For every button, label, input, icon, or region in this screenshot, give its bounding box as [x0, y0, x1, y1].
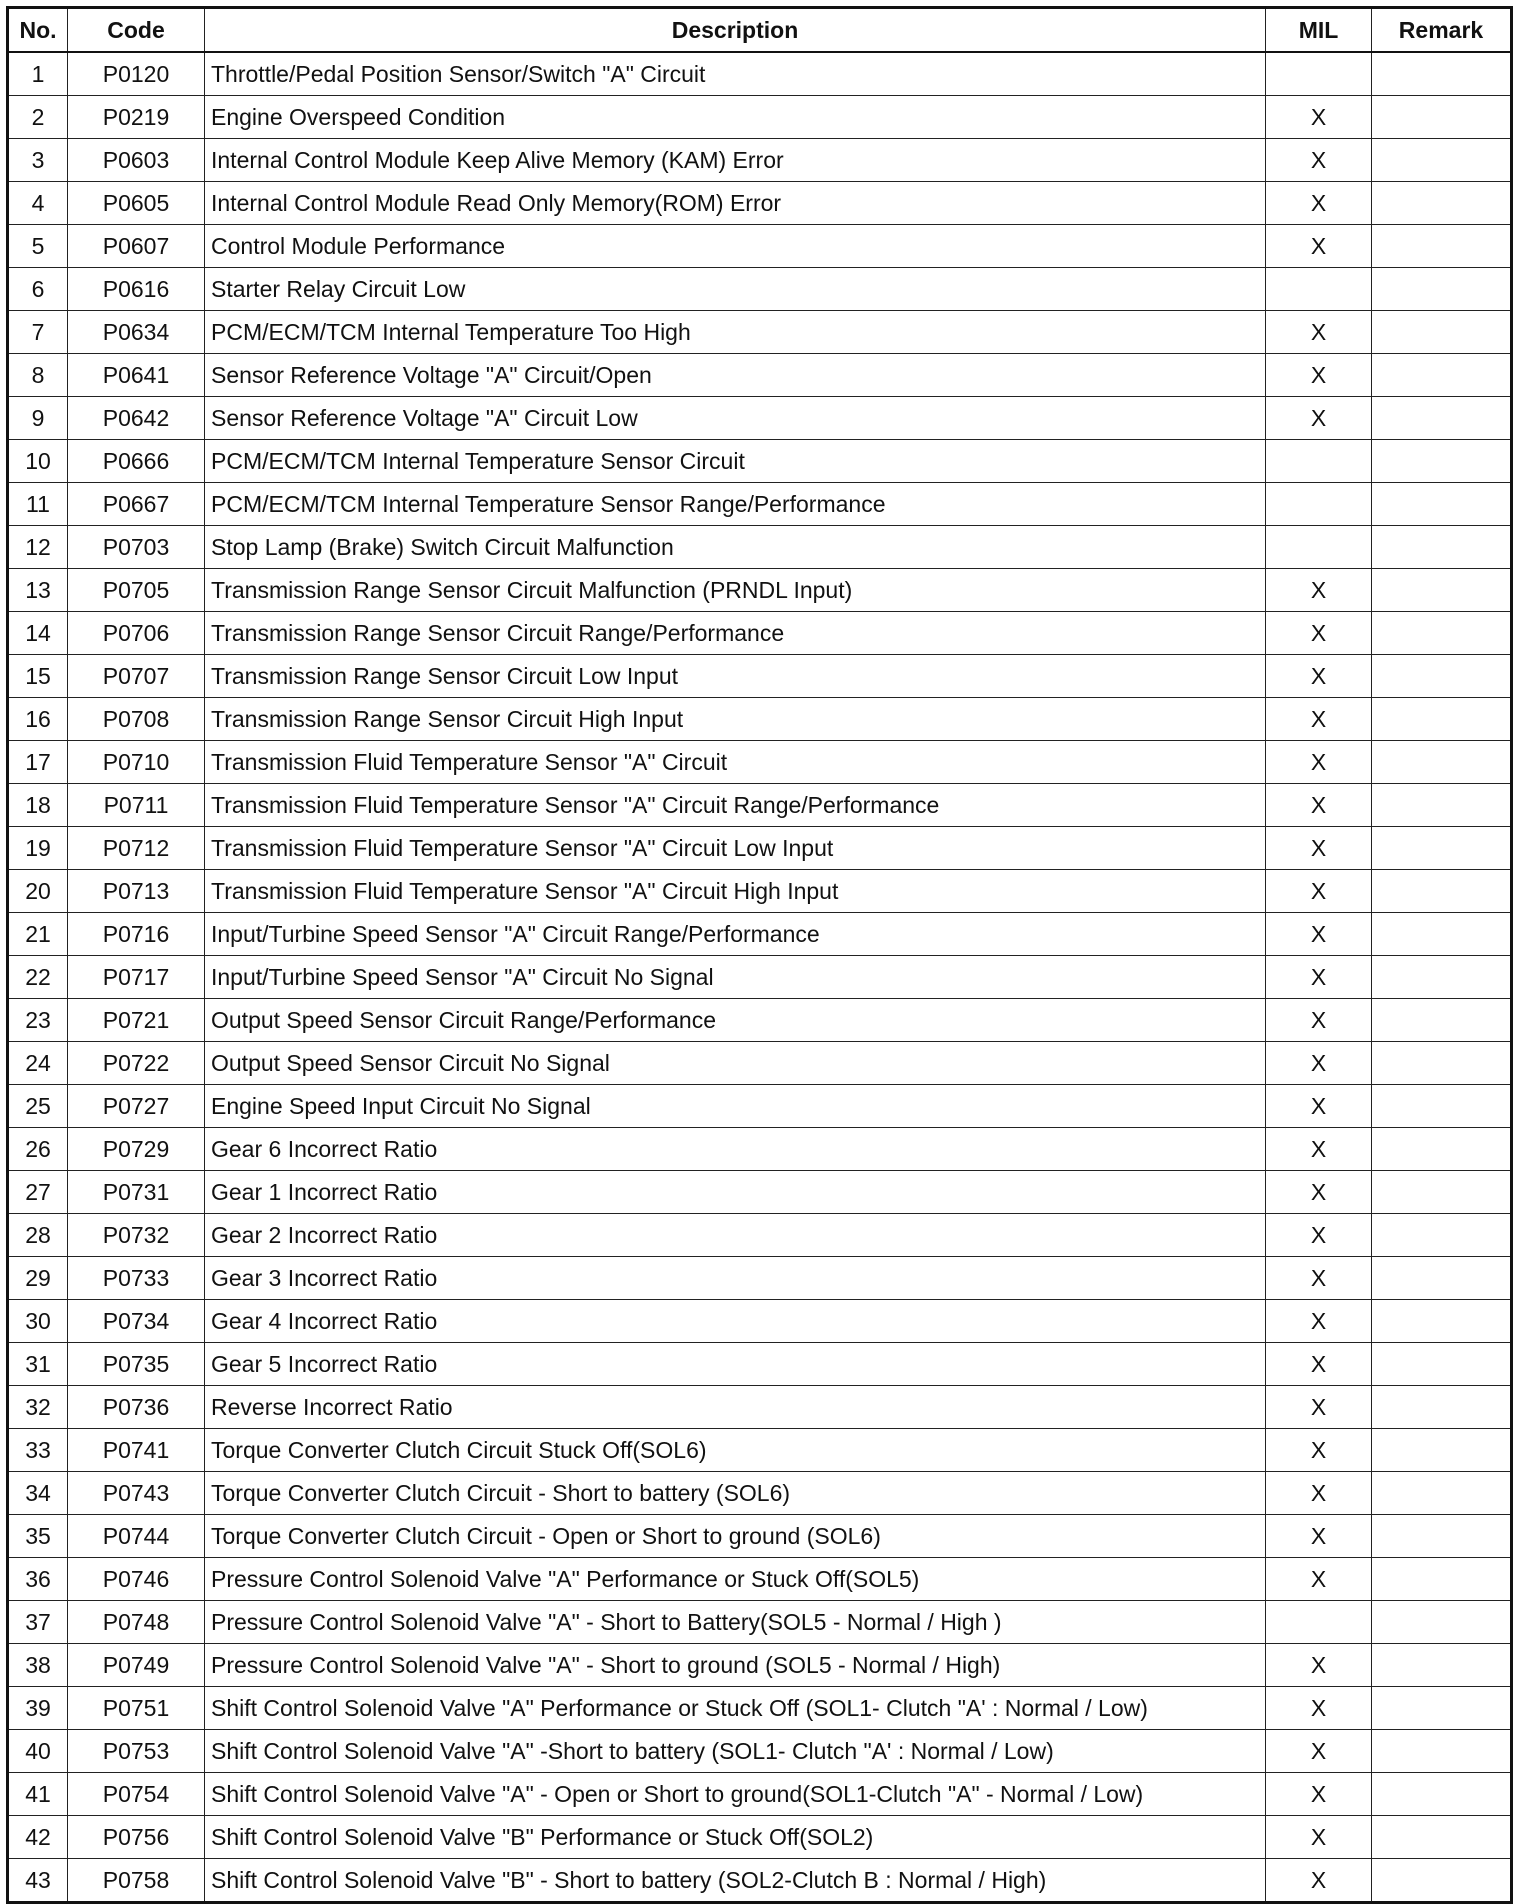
cell-description: Starter Relay Circuit Low: [205, 268, 1266, 311]
cell-no: 17: [8, 741, 68, 784]
cell-remark: [1372, 1429, 1512, 1472]
cell-code: P0641: [68, 354, 205, 397]
cell-mil: X: [1266, 1386, 1372, 1429]
cell-description: Pressure Control Solenoid Valve "A" Performance or Stuck Off(SOL5): [205, 1558, 1266, 1601]
cell-code: P0756: [68, 1816, 205, 1859]
table-row: [8, 698, 1512, 741]
cell-no: 43: [8, 1859, 68, 1903]
cell-no: 15: [8, 655, 68, 698]
table-row: [8, 1601, 1512, 1644]
cell-remark: [1372, 956, 1512, 999]
cell-no: 12: [8, 526, 68, 569]
cell-mil: X: [1266, 913, 1372, 956]
cell-mil: X: [1266, 956, 1372, 999]
cell-mil: [1266, 440, 1372, 483]
cell-remark: [1372, 1644, 1512, 1687]
cell-no: 28: [8, 1214, 68, 1257]
cell-remark: [1372, 1515, 1512, 1558]
cell-description: Gear 2 Incorrect Ratio: [205, 1214, 1266, 1257]
cell-description: Internal Control Module Read Only Memory(ROM) Error: [205, 182, 1266, 225]
cell-remark: [1372, 52, 1512, 96]
cell-remark: [1372, 741, 1512, 784]
cell-code: P0732: [68, 1214, 205, 1257]
cell-description: Output Speed Sensor Circuit No Signal: [205, 1042, 1266, 1085]
cell-mil: X: [1266, 569, 1372, 612]
cell-code: P0605: [68, 182, 205, 225]
cell-code: P0754: [68, 1773, 205, 1816]
cell-description: Engine Overspeed Condition: [205, 96, 1266, 139]
cell-no: 3: [8, 139, 68, 182]
header-code: Code: [68, 8, 205, 53]
cell-mil: X: [1266, 96, 1372, 139]
cell-no: 9: [8, 397, 68, 440]
cell-remark: [1372, 612, 1512, 655]
cell-no: 22: [8, 956, 68, 999]
table-row: [8, 96, 1512, 139]
cell-mil: X: [1266, 1558, 1372, 1601]
cell-code: P0746: [68, 1558, 205, 1601]
cell-description: Shift Control Solenoid Valve "B" Performance or Stuck Off(SOL2): [205, 1816, 1266, 1859]
cell-description: Gear 3 Incorrect Ratio: [205, 1257, 1266, 1300]
cell-mil: X: [1266, 1515, 1372, 1558]
table-row: [8, 440, 1512, 483]
cell-mil: X: [1266, 1042, 1372, 1085]
cell-description: Shift Control Solenoid Valve "A" -Short to battery (SOL1- Clutch "A' : Normal / Low): [205, 1730, 1266, 1773]
cell-mil: [1266, 483, 1372, 526]
table-row: [8, 483, 1512, 526]
table-row: [8, 354, 1512, 397]
cell-description: Shift Control Solenoid Valve "B" - Short to battery (SOL2-Clutch B : Normal / High): [205, 1859, 1266, 1903]
cell-no: 11: [8, 483, 68, 526]
cell-no: 20: [8, 870, 68, 913]
cell-no: 25: [8, 1085, 68, 1128]
cell-remark: [1372, 268, 1512, 311]
cell-mil: X: [1266, 1644, 1372, 1687]
cell-no: 16: [8, 698, 68, 741]
cell-no: 13: [8, 569, 68, 612]
cell-no: 30: [8, 1300, 68, 1343]
cell-description: Torque Converter Clutch Circuit - Open or Short to ground (SOL6): [205, 1515, 1266, 1558]
cell-code: P0705: [68, 569, 205, 612]
cell-description: Sensor Reference Voltage "A" Circuit/Open: [205, 354, 1266, 397]
cell-remark: [1372, 1859, 1512, 1903]
cell-mil: X: [1266, 1085, 1372, 1128]
cell-description: Transmission Fluid Temperature Sensor "A" Circuit Range/Performance: [205, 784, 1266, 827]
cell-mil: X: [1266, 225, 1372, 268]
cell-code: P0748: [68, 1601, 205, 1644]
header-mil: MIL: [1266, 8, 1372, 53]
cell-code: P0749: [68, 1644, 205, 1687]
cell-remark: [1372, 1773, 1512, 1816]
cell-mil: X: [1266, 1687, 1372, 1730]
header-remark: Remark: [1372, 8, 1512, 53]
cell-remark: [1372, 1472, 1512, 1515]
cell-description: Pressure Control Solenoid Valve "A" - Short to Battery(SOL5 - Normal / High ): [205, 1601, 1266, 1644]
cell-mil: [1266, 526, 1372, 569]
cell-mil: X: [1266, 1257, 1372, 1300]
cell-no: 6: [8, 268, 68, 311]
cell-remark: [1372, 1730, 1512, 1773]
cell-mil: X: [1266, 741, 1372, 784]
cell-mil: X: [1266, 999, 1372, 1042]
cell-no: 2: [8, 96, 68, 139]
header-description: Description: [205, 8, 1266, 53]
cell-no: 26: [8, 1128, 68, 1171]
table-row: [8, 1558, 1512, 1601]
cell-description: Torque Converter Clutch Circuit Stuck Off(SOL6): [205, 1429, 1266, 1472]
table-row: [8, 1214, 1512, 1257]
cell-code: P0713: [68, 870, 205, 913]
cell-description: Transmission Fluid Temperature Sensor "A" Circuit High Input: [205, 870, 1266, 913]
cell-mil: X: [1266, 612, 1372, 655]
cell-code: P0634: [68, 311, 205, 354]
table-row: [8, 1472, 1512, 1515]
cell-remark: [1372, 1128, 1512, 1171]
cell-remark: [1372, 784, 1512, 827]
cell-no: 4: [8, 182, 68, 225]
cell-mil: X: [1266, 182, 1372, 225]
table-row: [8, 1343, 1512, 1386]
cell-description: Internal Control Module Keep Alive Memory (KAM) Error: [205, 139, 1266, 182]
cell-mil: X: [1266, 1171, 1372, 1214]
cell-code: P0616: [68, 268, 205, 311]
table-row: [8, 526, 1512, 569]
table-row: [8, 612, 1512, 655]
cell-mil: X: [1266, 1472, 1372, 1515]
table-row: [8, 870, 1512, 913]
cell-description: Shift Control Solenoid Valve "A" Performance or Stuck Off (SOL1- Clutch "A' : Normal / Low): [205, 1687, 1266, 1730]
cell-mil: X: [1266, 1343, 1372, 1386]
cell-description: Control Module Performance: [205, 225, 1266, 268]
cell-remark: [1372, 483, 1512, 526]
cell-description: Engine Speed Input Circuit No Signal: [205, 1085, 1266, 1128]
cell-mil: [1266, 1601, 1372, 1644]
cell-remark: [1372, 999, 1512, 1042]
cell-remark: [1372, 1601, 1512, 1644]
cell-description: Pressure Control Solenoid Valve "A" - Short to ground (SOL5 - Normal / High): [205, 1644, 1266, 1687]
cell-remark: [1372, 913, 1512, 956]
cell-no: 7: [8, 311, 68, 354]
cell-no: 40: [8, 1730, 68, 1773]
table-row: [8, 1644, 1512, 1687]
cell-remark: [1372, 96, 1512, 139]
cell-remark: [1372, 655, 1512, 698]
cell-code: P0741: [68, 1429, 205, 1472]
cell-no: 1: [8, 52, 68, 96]
cell-remark: [1372, 1171, 1512, 1214]
cell-no: 8: [8, 354, 68, 397]
cell-description: Transmission Range Sensor Circuit Low Input: [205, 655, 1266, 698]
cell-mil: X: [1266, 1730, 1372, 1773]
table-row: [8, 1386, 1512, 1429]
table-row: [8, 913, 1512, 956]
cell-description: PCM/ECM/TCM Internal Temperature Sensor Range/Performance: [205, 483, 1266, 526]
cell-mil: X: [1266, 870, 1372, 913]
cell-remark: [1372, 397, 1512, 440]
table-row: [8, 268, 1512, 311]
cell-no: 24: [8, 1042, 68, 1085]
table-row: [8, 1859, 1512, 1903]
cell-code: P0219: [68, 96, 205, 139]
cell-description: PCM/ECM/TCM Internal Temperature Sensor Circuit: [205, 440, 1266, 483]
cell-description: Input/Turbine Speed Sensor "A" Circuit Range/Performance: [205, 913, 1266, 956]
table-row: [8, 1429, 1512, 1472]
table-row: [8, 569, 1512, 612]
cell-code: P0666: [68, 440, 205, 483]
table-row: [8, 52, 1512, 96]
cell-description: Gear 6 Incorrect Ratio: [205, 1128, 1266, 1171]
cell-remark: [1372, 311, 1512, 354]
cell-description: Transmission Fluid Temperature Sensor "A" Circuit: [205, 741, 1266, 784]
table-row: [8, 827, 1512, 870]
cell-description: Gear 4 Incorrect Ratio: [205, 1300, 1266, 1343]
cell-mil: X: [1266, 698, 1372, 741]
cell-code: P0716: [68, 913, 205, 956]
cell-no: 39: [8, 1687, 68, 1730]
cell-code: P0706: [68, 612, 205, 655]
cell-code: P0744: [68, 1515, 205, 1558]
cell-remark: [1372, 1257, 1512, 1300]
cell-description: Input/Turbine Speed Sensor "A" Circuit No Signal: [205, 956, 1266, 999]
cell-no: 29: [8, 1257, 68, 1300]
cell-remark: [1372, 526, 1512, 569]
cell-remark: [1372, 1085, 1512, 1128]
cell-description: Output Speed Sensor Circuit Range/Performance: [205, 999, 1266, 1042]
table-row: [8, 1816, 1512, 1859]
cell-remark: [1372, 1558, 1512, 1601]
cell-mil: X: [1266, 1214, 1372, 1257]
table-row: [8, 1128, 1512, 1171]
cell-mil: X: [1266, 1429, 1372, 1472]
cell-code: P0703: [68, 526, 205, 569]
cell-no: 33: [8, 1429, 68, 1472]
table-row: [8, 1085, 1512, 1128]
cell-description: Transmission Range Sensor Circuit High Input: [205, 698, 1266, 741]
table-row: [8, 999, 1512, 1042]
cell-mil: X: [1266, 1128, 1372, 1171]
cell-code: P0758: [68, 1859, 205, 1903]
cell-mil: X: [1266, 139, 1372, 182]
cell-description: Gear 5 Incorrect Ratio: [205, 1343, 1266, 1386]
cell-no: 27: [8, 1171, 68, 1214]
cell-code: P0712: [68, 827, 205, 870]
cell-code: P0729: [68, 1128, 205, 1171]
table-row: [8, 741, 1512, 784]
cell-remark: [1372, 1386, 1512, 1429]
table-row: [8, 397, 1512, 440]
cell-remark: [1372, 1816, 1512, 1859]
cell-mil: X: [1266, 827, 1372, 870]
cell-code: P0731: [68, 1171, 205, 1214]
table-row: [8, 1730, 1512, 1773]
cell-no: 10: [8, 440, 68, 483]
cell-mil: X: [1266, 1816, 1372, 1859]
cell-code: P0708: [68, 698, 205, 741]
table-row: [8, 311, 1512, 354]
cell-code: P0711: [68, 784, 205, 827]
cell-no: 37: [8, 1601, 68, 1644]
cell-no: 34: [8, 1472, 68, 1515]
cell-no: 31: [8, 1343, 68, 1386]
table-row: [8, 1257, 1512, 1300]
cell-description: Shift Control Solenoid Valve "A" - Open or Short to ground(SOL1-Clutch "A" - Normal / Low): [205, 1773, 1266, 1816]
cell-code: P0667: [68, 483, 205, 526]
header-no: No.: [8, 8, 68, 53]
cell-remark: [1372, 139, 1512, 182]
cell-code: P0721: [68, 999, 205, 1042]
cell-remark: [1372, 870, 1512, 913]
cell-remark: [1372, 827, 1512, 870]
cell-description: Transmission Fluid Temperature Sensor "A" Circuit Low Input: [205, 827, 1266, 870]
cell-code: P0603: [68, 139, 205, 182]
table-row: [8, 139, 1512, 182]
cell-code: P0120: [68, 52, 205, 96]
cell-description: Reverse Incorrect Ratio: [205, 1386, 1266, 1429]
cell-description: Torque Converter Clutch Circuit - Short to battery (SOL6): [205, 1472, 1266, 1515]
cell-no: 18: [8, 784, 68, 827]
cell-code: P0707: [68, 655, 205, 698]
cell-remark: [1372, 698, 1512, 741]
cell-remark: [1372, 1687, 1512, 1730]
cell-code: P0736: [68, 1386, 205, 1429]
cell-description: Gear 1 Incorrect Ratio: [205, 1171, 1266, 1214]
cell-remark: [1372, 569, 1512, 612]
table-row: [8, 182, 1512, 225]
cell-remark: [1372, 1300, 1512, 1343]
cell-mil: X: [1266, 784, 1372, 827]
dtc-table: [6, 6, 1513, 1904]
cell-mil: X: [1266, 354, 1372, 397]
table-row: [8, 1042, 1512, 1085]
cell-no: 42: [8, 1816, 68, 1859]
cell-code: P0607: [68, 225, 205, 268]
table-row: [8, 655, 1512, 698]
cell-description: PCM/ECM/TCM Internal Temperature Too High: [205, 311, 1266, 354]
table-row: [8, 1515, 1512, 1558]
cell-no: 41: [8, 1773, 68, 1816]
cell-no: 23: [8, 999, 68, 1042]
cell-mil: X: [1266, 397, 1372, 440]
cell-description: Stop Lamp (Brake) Switch Circuit Malfunction: [205, 526, 1266, 569]
cell-code: P0735: [68, 1343, 205, 1386]
table-row: [8, 225, 1512, 268]
cell-no: 35: [8, 1515, 68, 1558]
cell-remark: [1372, 1214, 1512, 1257]
cell-no: 19: [8, 827, 68, 870]
cell-no: 32: [8, 1386, 68, 1429]
cell-mil: X: [1266, 1859, 1372, 1903]
cell-remark: [1372, 1343, 1512, 1386]
cell-code: P0710: [68, 741, 205, 784]
cell-code: P0642: [68, 397, 205, 440]
cell-description: Transmission Range Sensor Circuit Range/Performance: [205, 612, 1266, 655]
cell-remark: [1372, 182, 1512, 225]
cell-code: P0733: [68, 1257, 205, 1300]
cell-code: P0717: [68, 956, 205, 999]
cell-description: Throttle/Pedal Position Sensor/Switch "A" Circuit: [205, 52, 1266, 96]
cell-no: 36: [8, 1558, 68, 1601]
cell-remark: [1372, 1042, 1512, 1085]
cell-description: Sensor Reference Voltage "A" Circuit Low: [205, 397, 1266, 440]
cell-description: Transmission Range Sensor Circuit Malfunction (PRNDL Input): [205, 569, 1266, 612]
table-row: [8, 1687, 1512, 1730]
table-row: [8, 784, 1512, 827]
cell-code: P0734: [68, 1300, 205, 1343]
cell-mil: X: [1266, 1773, 1372, 1816]
cell-mil: X: [1266, 1300, 1372, 1343]
cell-code: P0722: [68, 1042, 205, 1085]
cell-code: P0751: [68, 1687, 205, 1730]
cell-remark: [1372, 225, 1512, 268]
cell-no: 38: [8, 1644, 68, 1687]
table-row: [8, 956, 1512, 999]
cell-no: 14: [8, 612, 68, 655]
cell-no: 5: [8, 225, 68, 268]
cell-mil: X: [1266, 311, 1372, 354]
cell-mil: [1266, 268, 1372, 311]
cell-remark: [1372, 354, 1512, 397]
cell-mil: X: [1266, 655, 1372, 698]
cell-code: P0753: [68, 1730, 205, 1773]
table-row: [8, 1773, 1512, 1816]
table-row: [8, 1171, 1512, 1214]
header-row: [8, 8, 1512, 53]
cell-code: P0727: [68, 1085, 205, 1128]
cell-mil: [1266, 52, 1372, 96]
cell-code: P0743: [68, 1472, 205, 1515]
cell-no: 21: [8, 913, 68, 956]
cell-remark: [1372, 440, 1512, 483]
table-row: [8, 1300, 1512, 1343]
